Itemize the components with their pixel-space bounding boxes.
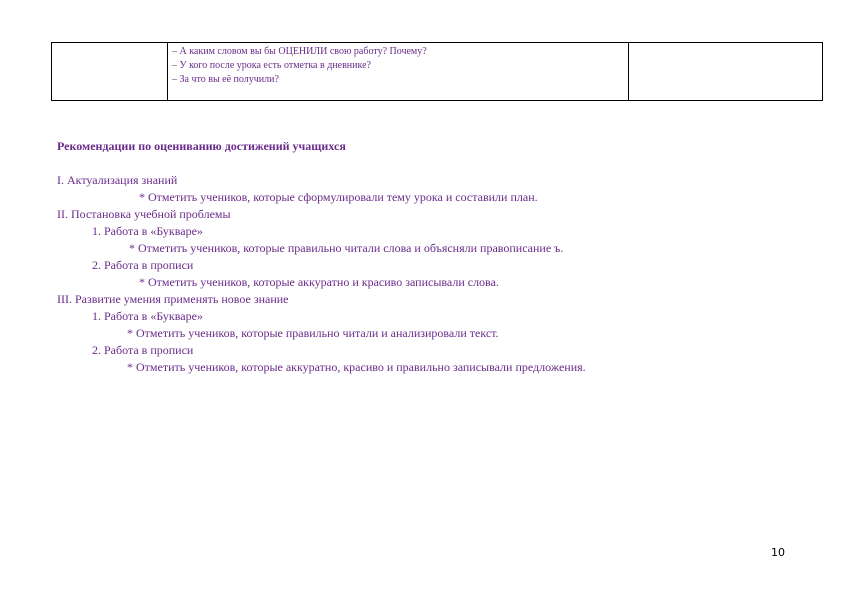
table-row xyxy=(52,43,823,101)
criterion-line: * Отметить учеников, которые сформулировали тему урока и составили план. xyxy=(139,190,538,204)
criterion-line: * Отметить учеников, которые аккуратно и красиво записывали слова. xyxy=(139,275,499,289)
table-cell-left xyxy=(52,43,168,101)
substage-line: 2. Работа в прописи xyxy=(92,258,194,272)
table-cell-right xyxy=(629,43,823,101)
criterion-line: * Отметить учеников, которые аккуратно, красиво и правильно записывали предложения. xyxy=(127,360,586,374)
table-question-line: – За что вы её получили? xyxy=(172,74,279,85)
lesson-table xyxy=(51,42,821,101)
table-cell-middle xyxy=(168,43,629,101)
criterion-line: * Отметить учеников, которые правильно читали слова и объясняли правописание ъ. xyxy=(129,241,564,255)
stage-title-1: I. Актуализация знаний xyxy=(57,173,178,187)
lesson-table-grid xyxy=(51,42,823,101)
substage-line: 2. Работа в прописи xyxy=(92,343,194,357)
section-heading: Рекомендации по оцениванию достижений учащихся xyxy=(57,139,346,153)
table-question-line: – У кого после урока есть отметка в дневнике? xyxy=(172,60,371,71)
criterion-line: * Отметить учеников, которые правильно читали и анализировали текст. xyxy=(127,326,499,340)
recommendations-section xyxy=(57,138,817,376)
substage-line: 1. Работа в «Букваре» xyxy=(92,309,203,323)
stage-title-2: II. Постановка учебной проблемы xyxy=(57,207,231,221)
stage-title-3: III. Развитие умения применять новое знание xyxy=(57,292,289,306)
substage-line: 1. Работа в «Букваре» xyxy=(92,224,203,238)
page-number: 10 xyxy=(771,546,785,559)
table-question-line: – А каким словом вы бы ОЦЕНИЛИ свою работу? Почему? xyxy=(172,46,427,57)
